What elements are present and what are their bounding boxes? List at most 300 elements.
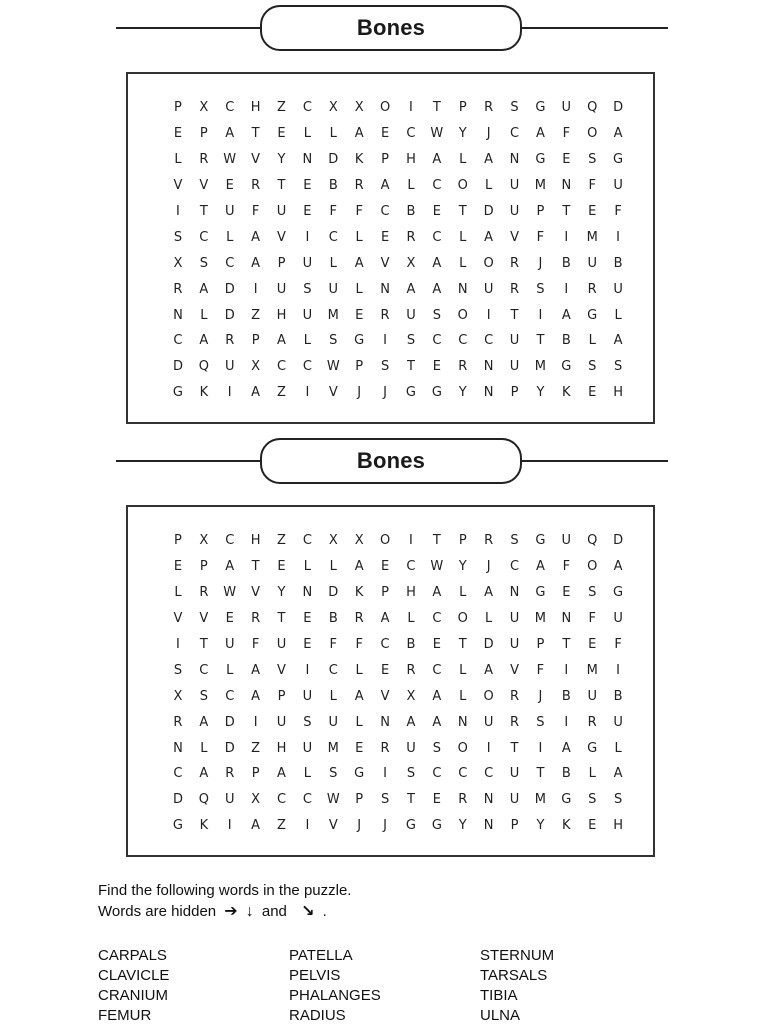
grid-letter: L [329,255,337,271]
grid-letter: O [457,611,468,627]
grid-letter: U [328,714,339,730]
arrow-down-icon: ↓ [245,903,254,920]
grid-letter: S [406,766,416,782]
word-item: PATELLA [289,947,353,964]
grid-letter: F [588,178,596,194]
grid-letter: L [459,255,467,271]
grid-letter: A [432,255,442,271]
grid-letter: G [561,792,572,808]
grid-letter: S [380,792,390,808]
grid-letter: G [405,818,416,834]
grid-letter: I [383,766,387,782]
grid-letter: G [613,152,624,168]
word-column-3 [480,946,554,1026]
grid-letter: R [406,229,416,245]
grid-letter: B [561,255,571,271]
grid-letter: R [251,611,261,627]
grid-letter: E [355,307,364,323]
grid-letter: U [613,178,623,194]
grid-letter: U [509,792,520,808]
grid-letter: G [172,385,183,401]
grid-letter: E [277,559,286,575]
grid-letter: U [224,792,235,808]
grid-letter: A [484,662,494,678]
grid-letter: E [588,818,597,834]
grid-letter: I [253,281,258,297]
grid-letter: Q [198,359,209,375]
grid-letter: X [328,533,338,549]
grid-letter: T [406,792,415,808]
grid-letter: C [432,766,442,782]
grid-letter: M [534,178,547,194]
word-item: ULNA [480,1007,521,1024]
puzzle-2-box [126,505,655,857]
puzzle-title: Bones [260,438,522,484]
grid-letter: R [251,178,261,194]
grid-letter: I [383,333,387,349]
grid-letter: R [587,714,597,730]
grid-letter: I [253,714,258,730]
grid-letter: I [305,229,310,245]
grid-letter: E [277,126,286,142]
grid-letter: A [354,255,364,271]
grid-letter: J [486,559,491,575]
grid-letter: G [613,585,624,601]
grid-letter: V [328,818,338,834]
grid-letter: U [613,611,623,627]
grid-letter: C [302,792,312,808]
grid-letter: H [250,100,261,116]
grid-letter: Q [587,100,598,116]
grid-letter: R [354,178,364,194]
grid-letter: K [199,818,209,834]
word-item: CARPALS [98,947,167,964]
grid-letter: V [251,585,261,601]
grid-letter: A [251,688,261,704]
grid-letter: X [251,359,261,375]
grid-letter: E [225,178,234,194]
grid-letter: C [509,559,520,575]
grid-letter: R [406,662,416,678]
grid-letter: U [509,611,520,627]
grid-letter: G [354,333,365,349]
grid-letter: S [432,740,441,756]
grid-letter: C [432,178,442,194]
grid-letter: O [457,178,468,194]
word-item: STERNUM [480,947,555,964]
grid-letter: G [535,533,546,549]
grid-letter: Z [251,307,261,323]
grid-letter: C [199,229,209,245]
grid-letter: K [354,152,364,168]
grid-letter: P [251,766,260,782]
grid-letter: Z [277,533,286,549]
grid-letter: U [561,533,572,549]
word-item: PELVIS [289,967,341,984]
grid-letter: L [303,333,312,349]
grid-letter: A [354,559,364,575]
grid-letter: L [303,126,312,142]
grid-letter: T [199,637,208,652]
grid-letter: N [483,818,494,834]
grid-letter: U [302,688,313,704]
grid-letter: V [277,662,286,678]
grid-letter: C [432,611,442,627]
grid-letter: C [225,255,235,271]
grid-letter: E [355,740,364,756]
grid-letter: N [457,281,468,297]
grid-letter: C [199,662,209,678]
grid-letter: L [459,152,467,168]
grid-letter: L [459,229,467,245]
grid-letter: U [613,281,623,297]
grid-letter: P [458,533,467,549]
grid-letter: P [355,359,364,375]
grid-letter: B [328,611,338,627]
grid-letter: U [276,281,287,297]
grid-letter: X [199,100,209,116]
grid-letter: C [225,100,235,116]
word-column-2 [289,946,381,1026]
grid-letter: G [561,359,572,375]
grid-letter: U [509,637,520,652]
grid-letter: G [431,818,442,834]
grid-letter: I [564,229,569,245]
grid-letter: D [483,637,494,652]
grid-letter: G [172,818,183,834]
grid-letter: A [432,281,442,297]
grid-letter: G [431,385,442,401]
grid-letter: T [277,611,286,627]
grid-letter: F [536,662,545,678]
grid-letter: C [484,333,494,349]
grid-letter: U [587,255,597,271]
grid-letter: L [200,307,208,323]
grid-letter: S [329,333,338,349]
grid-letter: D [613,100,624,116]
grid-letter: N [457,714,468,730]
grid-letter: U [561,100,572,116]
grid-letter: H [276,740,287,756]
grid-letter: T [199,204,208,219]
grid-letter: L [485,178,493,194]
grid-letter: M [586,662,598,678]
grid-letter: G [354,766,365,782]
grid-letter: B [561,333,571,349]
grid-letter: C [509,126,520,142]
grid-letter: C [458,333,468,349]
grid-letter: N [509,152,520,168]
grid-letter: K [562,818,571,834]
grid-letter: I [227,385,232,401]
grid-letter: H [406,585,416,601]
grid-letter: C [302,533,312,549]
grid-letter: A [354,126,364,142]
grid-letter: C [328,229,338,245]
grid-letter: R [354,611,364,627]
grid-letter: A [380,178,390,194]
grid-letter: I [409,100,413,116]
grid-letter: H [406,152,416,168]
grid-letter: S [199,255,208,271]
grid-letter: D [224,714,235,730]
grid-letter: S [613,359,623,375]
grid-letter: L [329,559,337,575]
grid-letter: S [588,152,597,168]
grid-letter: O [587,559,598,575]
grid-letter: A [561,740,571,756]
grid-letter: D [483,204,494,219]
grid-letter: T [458,204,467,219]
grid-letter: A [613,766,623,782]
grid-letter: A [432,688,442,704]
arrow-right-icon: ➔ [224,903,238,920]
grid-letter: D [224,740,235,756]
grid-letter: L [355,662,363,678]
arrow-diagonal-icon: ↘ [301,903,315,920]
grid-letter: X [173,688,183,704]
grid-letter: S [199,688,208,704]
grid-letter: R [587,281,597,297]
grid-letter: L [303,766,312,782]
grid-letter: L [407,178,415,194]
grid-letter: E [562,152,571,168]
grid-letter: D [172,792,183,808]
grid-letter: M [534,359,547,375]
grid-letter: R [484,533,494,549]
grid-letter: D [172,359,183,375]
grid-letter: I [564,714,569,730]
grid-letter: M [327,307,339,323]
grid-letter: I [176,637,180,652]
grid-letter: P [381,585,389,601]
grid-letter: G [535,585,546,601]
grid-letter: E [432,792,441,808]
grid-letter: G [405,385,416,401]
grid-letter: U [509,333,520,349]
grid-letter: N [302,585,313,601]
grid-letter: A [225,559,235,575]
grid-letter: S [536,714,545,730]
grid-letter: S [588,585,597,601]
grid-letter: T [458,637,467,652]
grid-letter: W [223,585,237,601]
grid-letter: V [251,152,261,168]
grid-letter: I [409,533,413,549]
grid-letter: X [251,792,261,808]
grid-letter: E [380,229,390,245]
grid-letter: L [226,662,234,678]
grid-letter: T [251,559,260,575]
grid-letter: L [588,766,596,782]
letter-grid [165,95,631,406]
grid-letter: T [562,204,571,219]
grid-letter: L [355,714,363,730]
grid-letter: I [538,307,543,323]
grid-letter: R [510,255,520,271]
grid-letter: T [406,359,415,375]
grid-letter: L [174,152,182,168]
grid-letter: T [510,307,519,323]
grid-letter: J [357,818,362,834]
grid-letter: E [588,204,597,219]
grid-letter: V [380,255,390,271]
grid-letter: P [458,100,467,116]
grid-letter: E [303,611,312,627]
grid-letter: X [199,533,209,549]
grid-letter: S [380,359,390,375]
grid-letter: F [355,204,363,219]
grid-letter: N [483,792,494,808]
grid-letter: U [613,714,623,730]
grid-letter: R [510,714,520,730]
grid-letter: A [277,333,286,349]
grid-letter: L [614,740,622,756]
grid-letter: D [224,281,235,297]
grid-letter: E [303,178,312,194]
grid-letter: N [173,307,183,323]
instructions-line-1: Find the following words in the puzzle. [98,882,352,899]
grid-letter: F [329,637,338,652]
grid-letter: B [561,688,571,704]
grid-letter: A [199,714,209,730]
grid-letter: A [277,766,286,782]
grid-letter: E [173,126,183,142]
grid-letter: M [586,229,598,245]
grid-letter: W [430,559,444,575]
grid-letter: O [587,126,598,142]
word-item: TIBIA [480,987,518,1004]
grid-letter: V [199,178,209,194]
grid-letter: U [224,637,235,652]
grid-letter: F [536,229,545,245]
grid-letter: N [483,385,494,401]
grid-letter: A [251,229,261,245]
grid-letter: S [329,766,338,782]
grid-letter: V [199,611,209,627]
grid-letter: R [458,792,468,808]
grid-letter: M [327,740,339,756]
grid-letter: C [380,204,390,219]
grid-letter: R [225,766,235,782]
grid-letter: F [251,637,260,652]
grid-letter: S [173,229,183,245]
grid-letter: U [509,766,520,782]
grid-letter: Y [277,152,286,168]
grid-letter: H [613,818,623,834]
grid-letter: Y [458,818,467,834]
grid-letter: Q [198,792,209,808]
grid-letter: O [483,688,494,704]
grid-letter: E [432,637,441,652]
grid-letter: C [406,559,416,575]
grid-letter: E [432,204,441,219]
grid-letter: A [225,126,235,142]
grid-letter: U [509,178,520,194]
grid-letter: I [564,281,569,297]
grid-letter: T [251,126,260,142]
grid-letter: E [588,637,597,652]
grid-letter: Y [536,385,545,401]
grid-letter: C [328,662,338,678]
grid-letter: I [305,385,310,401]
grid-letter: C [225,533,235,549]
grid-letter: A [251,385,261,401]
grid-letter: V [510,662,519,678]
grid-letter: N [509,585,520,601]
grid-letter: U [302,740,313,756]
grid-letter: A [251,662,261,678]
grid-letter: S [432,307,441,323]
grid-letter: L [614,307,622,323]
grid-letter: Y [458,126,467,142]
grid-letter: F [251,204,260,219]
grid-letter: F [614,204,622,219]
grid-letter: O [483,255,494,271]
grid-letter: H [250,533,261,549]
grid-letter: B [406,637,416,652]
and-text: and [261,903,287,920]
grid-letter: R [173,281,183,297]
grid-letter: M [534,611,547,627]
grid-letter: B [613,688,623,704]
grid-letter: P [174,100,182,116]
grid-letter: N [380,714,390,730]
grid-letter: U [483,714,494,730]
grid-letter: P [536,637,545,652]
word-list [98,946,718,1026]
grid-letter: T [536,766,545,782]
grid-letter: C [173,333,183,349]
grid-letter: T [432,100,441,116]
grid-letter: I [227,818,232,834]
grid-letter: N [302,152,313,168]
grid-letter: S [588,359,597,375]
grid-letter: S [510,533,519,549]
grid-letter: A [251,255,261,271]
grid-letter: N [561,611,572,627]
grid-letter: A [406,714,416,730]
grid-letter: V [173,178,183,194]
grid-letter: T [562,637,571,652]
word-item: CRANIUM [98,987,168,1004]
grid-letter: C [276,359,287,375]
grid-letter: C [225,688,235,704]
period: . [322,903,327,920]
grid-letter: I [305,662,310,678]
grid-letter: J [357,385,362,401]
grid-letter: S [173,662,183,678]
grid-letter: N [561,178,572,194]
grid-letter: V [510,229,519,245]
grid-letter: X [406,255,416,271]
grid-letter: U [406,307,416,323]
grid-letter: E [303,204,312,219]
grid-letter: D [328,585,339,601]
grid-letter: L [174,585,182,601]
grid-letter: T [432,533,441,549]
grid-letter: V [173,611,183,627]
grid-letter: B [613,255,623,271]
grid-letter: I [176,204,180,219]
grid-letter: L [226,229,234,245]
grid-letter: A [613,559,623,575]
grid-letter: L [485,611,493,627]
grid-letter: C [432,662,442,678]
grid-letter: A [251,818,261,834]
grid-letter: S [536,281,545,297]
grid-letter: S [303,281,312,297]
